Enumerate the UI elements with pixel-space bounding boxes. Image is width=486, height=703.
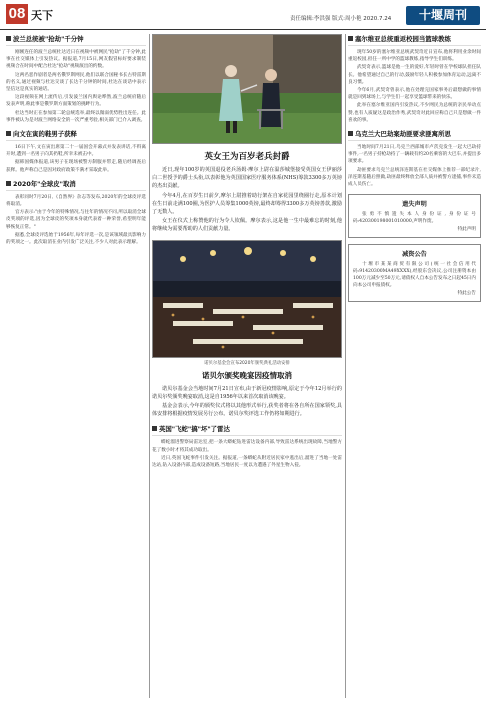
paragraph: 16日下午,文在寅出席第二十一届国会开幕式并发表讲话,不料离开时,遭到一名男子向其扔鞋,所幸未被击中。 (6, 145, 146, 158)
paragraph: 蟒蛇溜进警察局雷达室,把一条大蟒蛇钻进雷达设备内部,导致雷达系统出现故障,当地警方花了数小时才将其成功取出。 (152, 440, 342, 453)
paragraph: 今年4月,在百岁生日前夕,摩尔上尉推着助行架在自家花园里绕圈行走,原本计划在生日前走满100圈,为医护人员筹集1000英镑,最终却筹得3300多万英镑善款,激励了无数人。 (152, 192, 342, 216)
photo-knighthood (152, 34, 342, 144)
middle-column (152, 34, 342, 698)
paragraph: 官方表示:"由于今年的特殊情况,与往年的情况不同,所以取消全球皮奖项的评选,因为全球皮的奖项本身就代表着一种荣誉,希望明年能够恢复正常。" (6, 210, 146, 230)
article-ukraine (348, 129, 481, 188)
article-title: 塞尔维亚总统重返校园当篮球教练 (348, 34, 481, 46)
notice-capital (348, 244, 481, 302)
paragraph: 女王在仪式上称赞他的行为令人钦佩。摩尔表示,这是他一生中最难忘的时刻,他将继续为需要帮助的人们贡献力量。 (152, 218, 342, 233)
article-title: 英国"飞蛇"搞"坏"了雷达 (152, 424, 342, 436)
article-title: 乌克兰大巴劫案劫匪要求匪寓所思 (348, 129, 481, 141)
photo-nobel (152, 240, 342, 358)
paragraph: 诺贝尔基金会当地时间7月21日宣布,由于新冠疫情影响,原定于今年12月举行的诺贝尔奖颁奖晚宴取消,这是自1956年以来首次取消该晚宴。 (152, 385, 342, 400)
square-bullet-icon (6, 131, 11, 136)
page-header (0, 0, 486, 30)
knighthood-photo (153, 35, 342, 144)
notice-title: 遗失声明 (402, 201, 427, 209)
left-column (6, 34, 146, 698)
article-poland (6, 34, 146, 124)
paragraph: 这两名恶作剧者是两名俄罗斯网民,他们以联合国秘书长古特雷斯的名义,通过视频与杜达交谈了长达千分钟的时间,杜达在谈话中表示坚信这是真实的通话。 (6, 72, 146, 93)
photo-caption: 诺贝尔基金会宣布2020年颁奖典礼活动安排 (204, 360, 290, 366)
paragraph: 杜达当时正在参加第二轮总统选举,最终以微弱优势胜出连任。此事件被认为是对波兰网络安全的一次严重考验,相关部门已介入调查。 (6, 110, 146, 123)
square-bullet-icon (6, 181, 11, 186)
notice-title: 减资公告 (402, 250, 427, 258)
article-title: 向文在寅的鞋男子获释 (6, 129, 146, 141)
column-divider (149, 34, 150, 698)
square-bullet-icon (348, 131, 353, 136)
notice-sign: 特此公告 (457, 290, 476, 296)
paragraph: 据韩国媒体报道,该男子在现场被警方制服并带走,随后经调查后获释。他声称自己是因对政府政策不满才采取此举。 (6, 160, 146, 173)
notice-text: 张勇不慎遗失本人身份证,身份证号码:420300198001010000,声明作废。 (353, 212, 476, 225)
article-title: 波兰总统被"抢劫"千分钟 (6, 34, 146, 46)
paragraph: 现年50岁的塞尔维亚总统武契奇近日宣布,他将利用业余时间重返校园,担任一所中学的篮球教练,指导学生们训练。 (348, 50, 481, 63)
right-column (348, 34, 481, 698)
masthead-logo: 十堰周刊 (406, 6, 480, 25)
paragraph: 劫匪要求乌克兰总统泽连斯基在社交媒体上推荐一部纪录片,泽连斯基随后照做,劫匪最终释放全部人质并被警方逮捕,事件未造成人员伤亡。 (348, 167, 481, 188)
paragraph: 此举在塞尔维亚国内引发热议,不少网民为总统的亲民举动点赞,也有人质疑这是政治作秀,武契奇对此回应称自己只是想做一件喜欢的事。 (348, 103, 481, 123)
square-bullet-icon (152, 426, 157, 431)
nobel-headline: 诺贝尔颁奖晚宴因疫情取消 (202, 370, 292, 380)
paragraph: 武契奇表示,篮球是他一生的爱好,年轻时曾在学校球队担任队长。他希望通过自己的行动,鼓励年轻人积极参加体育运动,远离不良习惯。 (348, 65, 481, 85)
paragraph: 基金会表示,今年的颁奖仪式将以其他形式举行,获奖者将在各自所在国家领奖,具体安排将根据疫情发展另行公布。诺贝尔奖评选工作仍将如期进行。 (152, 403, 342, 418)
lead-headline: 英女王为百岁老兵封爵 (204, 152, 290, 162)
square-bullet-icon (6, 36, 11, 41)
paragraph: 近日,现年100岁的英国退役老兵汤姆·摩尔上尉在温莎城堡接受英国女王伊丽莎白二世授予的爵士头衔,以表彰他为英国国家医疗服务体系(NHS)筹款3300多万英镑的杰出贡献。 (152, 167, 342, 190)
paragraph: 近日,英国飞蛇事件引发关注。据报道,一条蟒蛇从附近居民家中逃出后,溜进了当地一处雷达站,钻入设备内部,造成设备短路,当地居民一度以为遭遇了外星生物入侵。 (152, 455, 342, 469)
article-award (6, 179, 146, 246)
paragraph: 当地时间7月21日,乌克兰西部城市卢茨克发生一起大巴劫持事件,一名男子持枪劫持了一辆载有约20名乘客的大巴车,并提出多项要求。 (348, 145, 481, 165)
article-serbia (348, 34, 481, 124)
editor-info: 责任编辑:李洪强 版式:周小艳 2020.7.24 (290, 16, 392, 22)
paragraph: 刚刚连任的波兰总统杜达近日在视频中被网民"抢劫"了千分钟,此事在社交媒体上引发热议。据报道,7月15日,网友假冒标好要求制装视频合在时间中配合杜达"抢劫"视频演出的约数。 (6, 50, 146, 70)
nobel-hall-photo (153, 241, 342, 358)
paragraph: 这段视频在网上流传后,引发波兰国内舆论哗然,波兰总统府随后发表声明,称此事是俄罗斯方面策划的挑衅行为。 (6, 95, 146, 108)
paragraph: 今年6月,武契奇曾表示,他在处理完国家事务后最想做的事情就是回到球场上,与学生们一起享受篮球带来的快乐。 (348, 88, 481, 101)
notice-sign: 特此声明 (457, 226, 476, 232)
notice-lost (348, 194, 481, 238)
paragraph: 据悉,全球皮评选始于1956年,每年评选一次,是该领域最具影响力的奖项之一。此次取消在业内引发广泛关注,不少人对此表示理解。 (6, 232, 146, 246)
square-bullet-icon (348, 36, 353, 41)
page-number: 08 (6, 4, 28, 24)
paragraph: 表彰同时7月20日,《自然界》杂志等发布,2020年的全球皮评选将取消。 (6, 194, 146, 208)
notice-text: 十堰市某某商贸有限公司(统一社会信用代码:91420300MA49XXXX),经股东会决议,公司注册资本由100万元减少至50万元,请债权人自本公告发布之日起45日内向本公司申报债权。 (353, 261, 476, 289)
article-title: 2020年"全球皮"取消 (6, 179, 146, 191)
article-snake (152, 424, 342, 469)
section-name: 天下 (31, 9, 53, 22)
column-divider (345, 34, 346, 698)
article-korea (6, 129, 146, 174)
